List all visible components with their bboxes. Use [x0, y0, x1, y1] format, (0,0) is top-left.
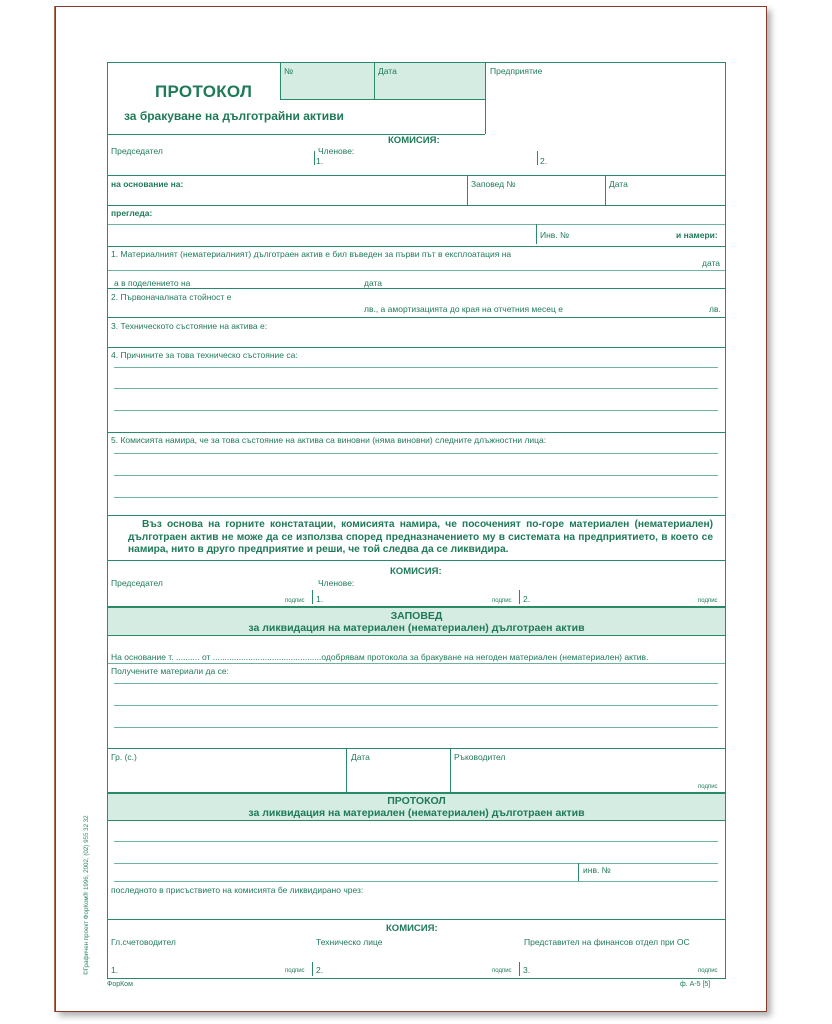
liquidation-heading: ПРОТОКОЛ: [387, 795, 446, 807]
manager-label: Ръководител: [454, 752, 506, 762]
member-2-number: 2.: [540, 156, 548, 166]
liquidation-subheading: за ликвидация на материален (нематериален) дълготраен актив: [248, 807, 585, 819]
chairman-label: Председател: [111, 146, 163, 156]
member-2-sign-label: подпис: [698, 598, 718, 604]
item-1-text: 1. Материалният (нематериалният) дълготраен актив е бил въведен за първи път в експлоатация на: [111, 249, 512, 259]
item-1b-date-label: дата: [364, 278, 383, 288]
materials-label: Получените материали да се:: [111, 666, 229, 676]
chief-accountant-label: Гл.счетоводител: [111, 937, 176, 947]
date-label: Дата: [378, 66, 397, 76]
liquidation-commission-heading: КОМИСИЯ:: [386, 923, 438, 934]
publisher-label: ФорКом: [107, 981, 133, 988]
enterprise-label: Предприятие: [490, 66, 543, 76]
form-frame: [107, 62, 726, 979]
commission-heading: КОМИСИЯ:: [388, 135, 440, 146]
order-basis-line: На основание т. .......... от ..............................................одобрявам протокола за бракуване на негоден материален (нематериален) актив.: [111, 652, 649, 662]
signer-1-sign-label: подпис: [285, 968, 305, 974]
signatures-commission-heading: КОМИСИЯ:: [390, 566, 442, 577]
inventory-number-label: Инв. №: [540, 230, 570, 240]
found-label: и намери:: [676, 230, 718, 240]
signer-2-sign-label: подпис: [492, 968, 512, 974]
finance-representative-label: Представител на финансов отдел при ОС: [524, 937, 690, 947]
signer-3-sign-label: подпис: [698, 968, 718, 974]
order-heading: ЗАПОВЕД: [390, 610, 443, 622]
number-label: №: [284, 66, 294, 76]
member-1-sign-label: подпис: [492, 598, 512, 604]
signatures-chairman-label: Председател: [111, 578, 163, 588]
member-1-number: 1.: [316, 156, 324, 166]
order-date-label: Дата: [609, 179, 628, 189]
item-3-text: 3. Техническото състояние на актива е:: [111, 321, 268, 331]
item-4-text: 4. Причините за това техническо състояние са:: [111, 350, 298, 360]
item-2-currency-label: лв.: [709, 304, 721, 314]
form-code-label: ф. А-5 [5]: [680, 981, 711, 988]
technical-person-label: Техническо лице: [316, 937, 383, 947]
liquidation-inventory-label: инв. №: [583, 865, 611, 875]
item-2-amortization-text: лв., а амортизацията до края на отчетния месец е: [364, 304, 563, 314]
liquidated-by-label: последното в присъствието на комисията бе ликвидирано чрез:: [111, 885, 364, 895]
manager-sign-label: подпис: [698, 784, 718, 790]
item-1-date-label: дата: [702, 258, 721, 268]
signatures-members-label: Членове:: [318, 578, 355, 588]
conclusion-paragraph: Въз основа на горните констатации, комисията намира, че посоченият по-горе материален (нематериален) дълготраен актив не може да се използва според предназначението му в системата на предприятието, в което се намира, нито в друго предприятие и реши, че той следва да се ликвидира.: [128, 519, 713, 556]
item-5-text: 5. Комисията намира, че за това състояние на актива са виновни (няма виновни) следните длъжностни лица:: [111, 435, 547, 445]
item-1b-text: а в поделението на: [114, 278, 191, 288]
chairman-sign-label: подпис: [285, 598, 305, 604]
liquidation-signer-2: 2.: [316, 965, 324, 975]
liquidation-signer-3: 3.: [523, 965, 531, 975]
members-label: Членове:: [318, 146, 355, 156]
item-2-text: 2. Първоначалната стойност е: [111, 292, 232, 302]
reviewed-label: прегледа:: [111, 208, 153, 218]
copyright-side-text: ©Графичен проект ФорКом® 1996, 2002, (02) 955 32 32: [83, 815, 90, 975]
basis-label: на основание на:: [111, 179, 184, 189]
signatures-member-2: 2.: [523, 594, 531, 604]
city-label: Гр. (с.): [111, 752, 137, 762]
signatures-member-1: 1.: [316, 594, 324, 604]
liquidation-signer-1: 1.: [111, 965, 119, 975]
order-date-field-label: Дата: [351, 752, 370, 762]
order-subheading: за ликвидация на материален (нематериален) дълготраен актив: [248, 622, 585, 634]
order-number-label: Заповед №: [471, 179, 516, 189]
protocol-title: ПРОТОКОЛ: [155, 82, 253, 101]
protocol-subtitle: за бракуване на дълготрайни активи: [124, 109, 344, 123]
